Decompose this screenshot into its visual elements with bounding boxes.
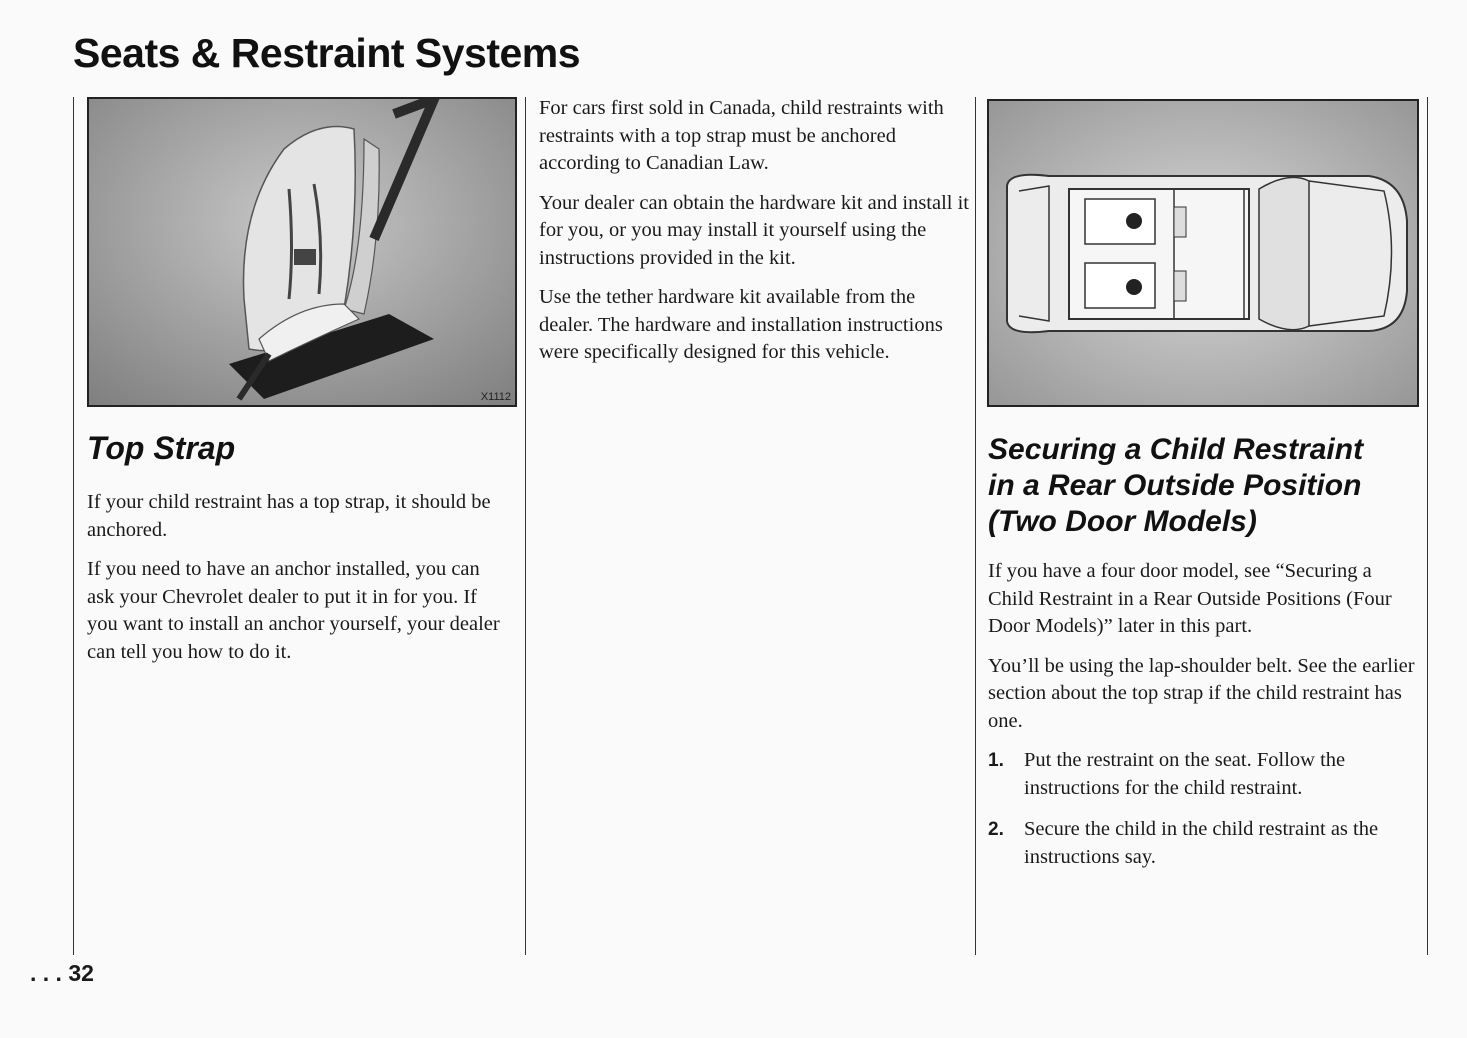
middle-paragraph: Your dealer can obtain the hardware kit and install it for you, or you may install it yourself using the instructions provided in the kit. (539, 191, 969, 269)
top-strap-heading: Top Strap (87, 430, 236, 466)
heading-line: (Two Door Models) (988, 505, 1257, 538)
child-seat-illustration (89, 99, 515, 405)
securing-heading (988, 432, 1418, 540)
step-number: 2. (988, 819, 1004, 840)
column-rule-edge (1427, 97, 1428, 955)
step-text: Secure the child in the child restraint as the instructions say. (1024, 818, 1379, 868)
middle-paragraph: For cars first sold in Canada, child restraints with restraints with a top strap must be anchored according to Canadian Law. (539, 97, 944, 174)
step-item (988, 747, 1418, 802)
right-column (988, 432, 1418, 885)
left-paragraph: If your child restraint has a top strap, it should be anchored. (87, 491, 491, 541)
left-column (87, 430, 512, 678)
column-rule-right (975, 97, 976, 955)
column-rule-middle (525, 97, 526, 955)
instruction-steps (988, 747, 1418, 871)
page-title: Seats & Restraint Systems (73, 30, 581, 76)
middle-paragraph: Use the tether hardware kit available from the dealer. The hardware and installation instructions were specifically designed for this vehicle. (539, 286, 943, 363)
step-number: 1. (988, 750, 1004, 771)
right-paragraph: You’ll be using the lap-shoulder belt. See the earlier section about the top strap if the child restraint has one. (988, 654, 1415, 732)
heading-line: in a Rear Outside Position (988, 469, 1362, 502)
column-rule-left (73, 97, 74, 955)
left-paragraph: If you need to have an anchor installed, you can ask your Chevrolet dealer to put it in for you. If you want to install an anchor yourself, your dealer can tell you how to do it. (87, 558, 500, 663)
middle-column (539, 95, 969, 379)
page-number: . . . 32 (30, 960, 94, 986)
heading-line: Securing a Child Restraint (988, 433, 1364, 466)
step-item (988, 816, 1418, 871)
right-paragraph: If you have a four door model, see “Securing a Child Restraint in a Rear Outside Positions (Four Door Models)” later in this part. (988, 560, 1392, 637)
step-text: Put the restraint on the seat. Follow the instructions for the child restraint. (1024, 749, 1346, 799)
car-topview-illustration (989, 101, 1417, 405)
figure-label: X1112 (480, 391, 511, 403)
child-seat-figure (87, 97, 517, 407)
car-topview-figure (987, 99, 1419, 407)
